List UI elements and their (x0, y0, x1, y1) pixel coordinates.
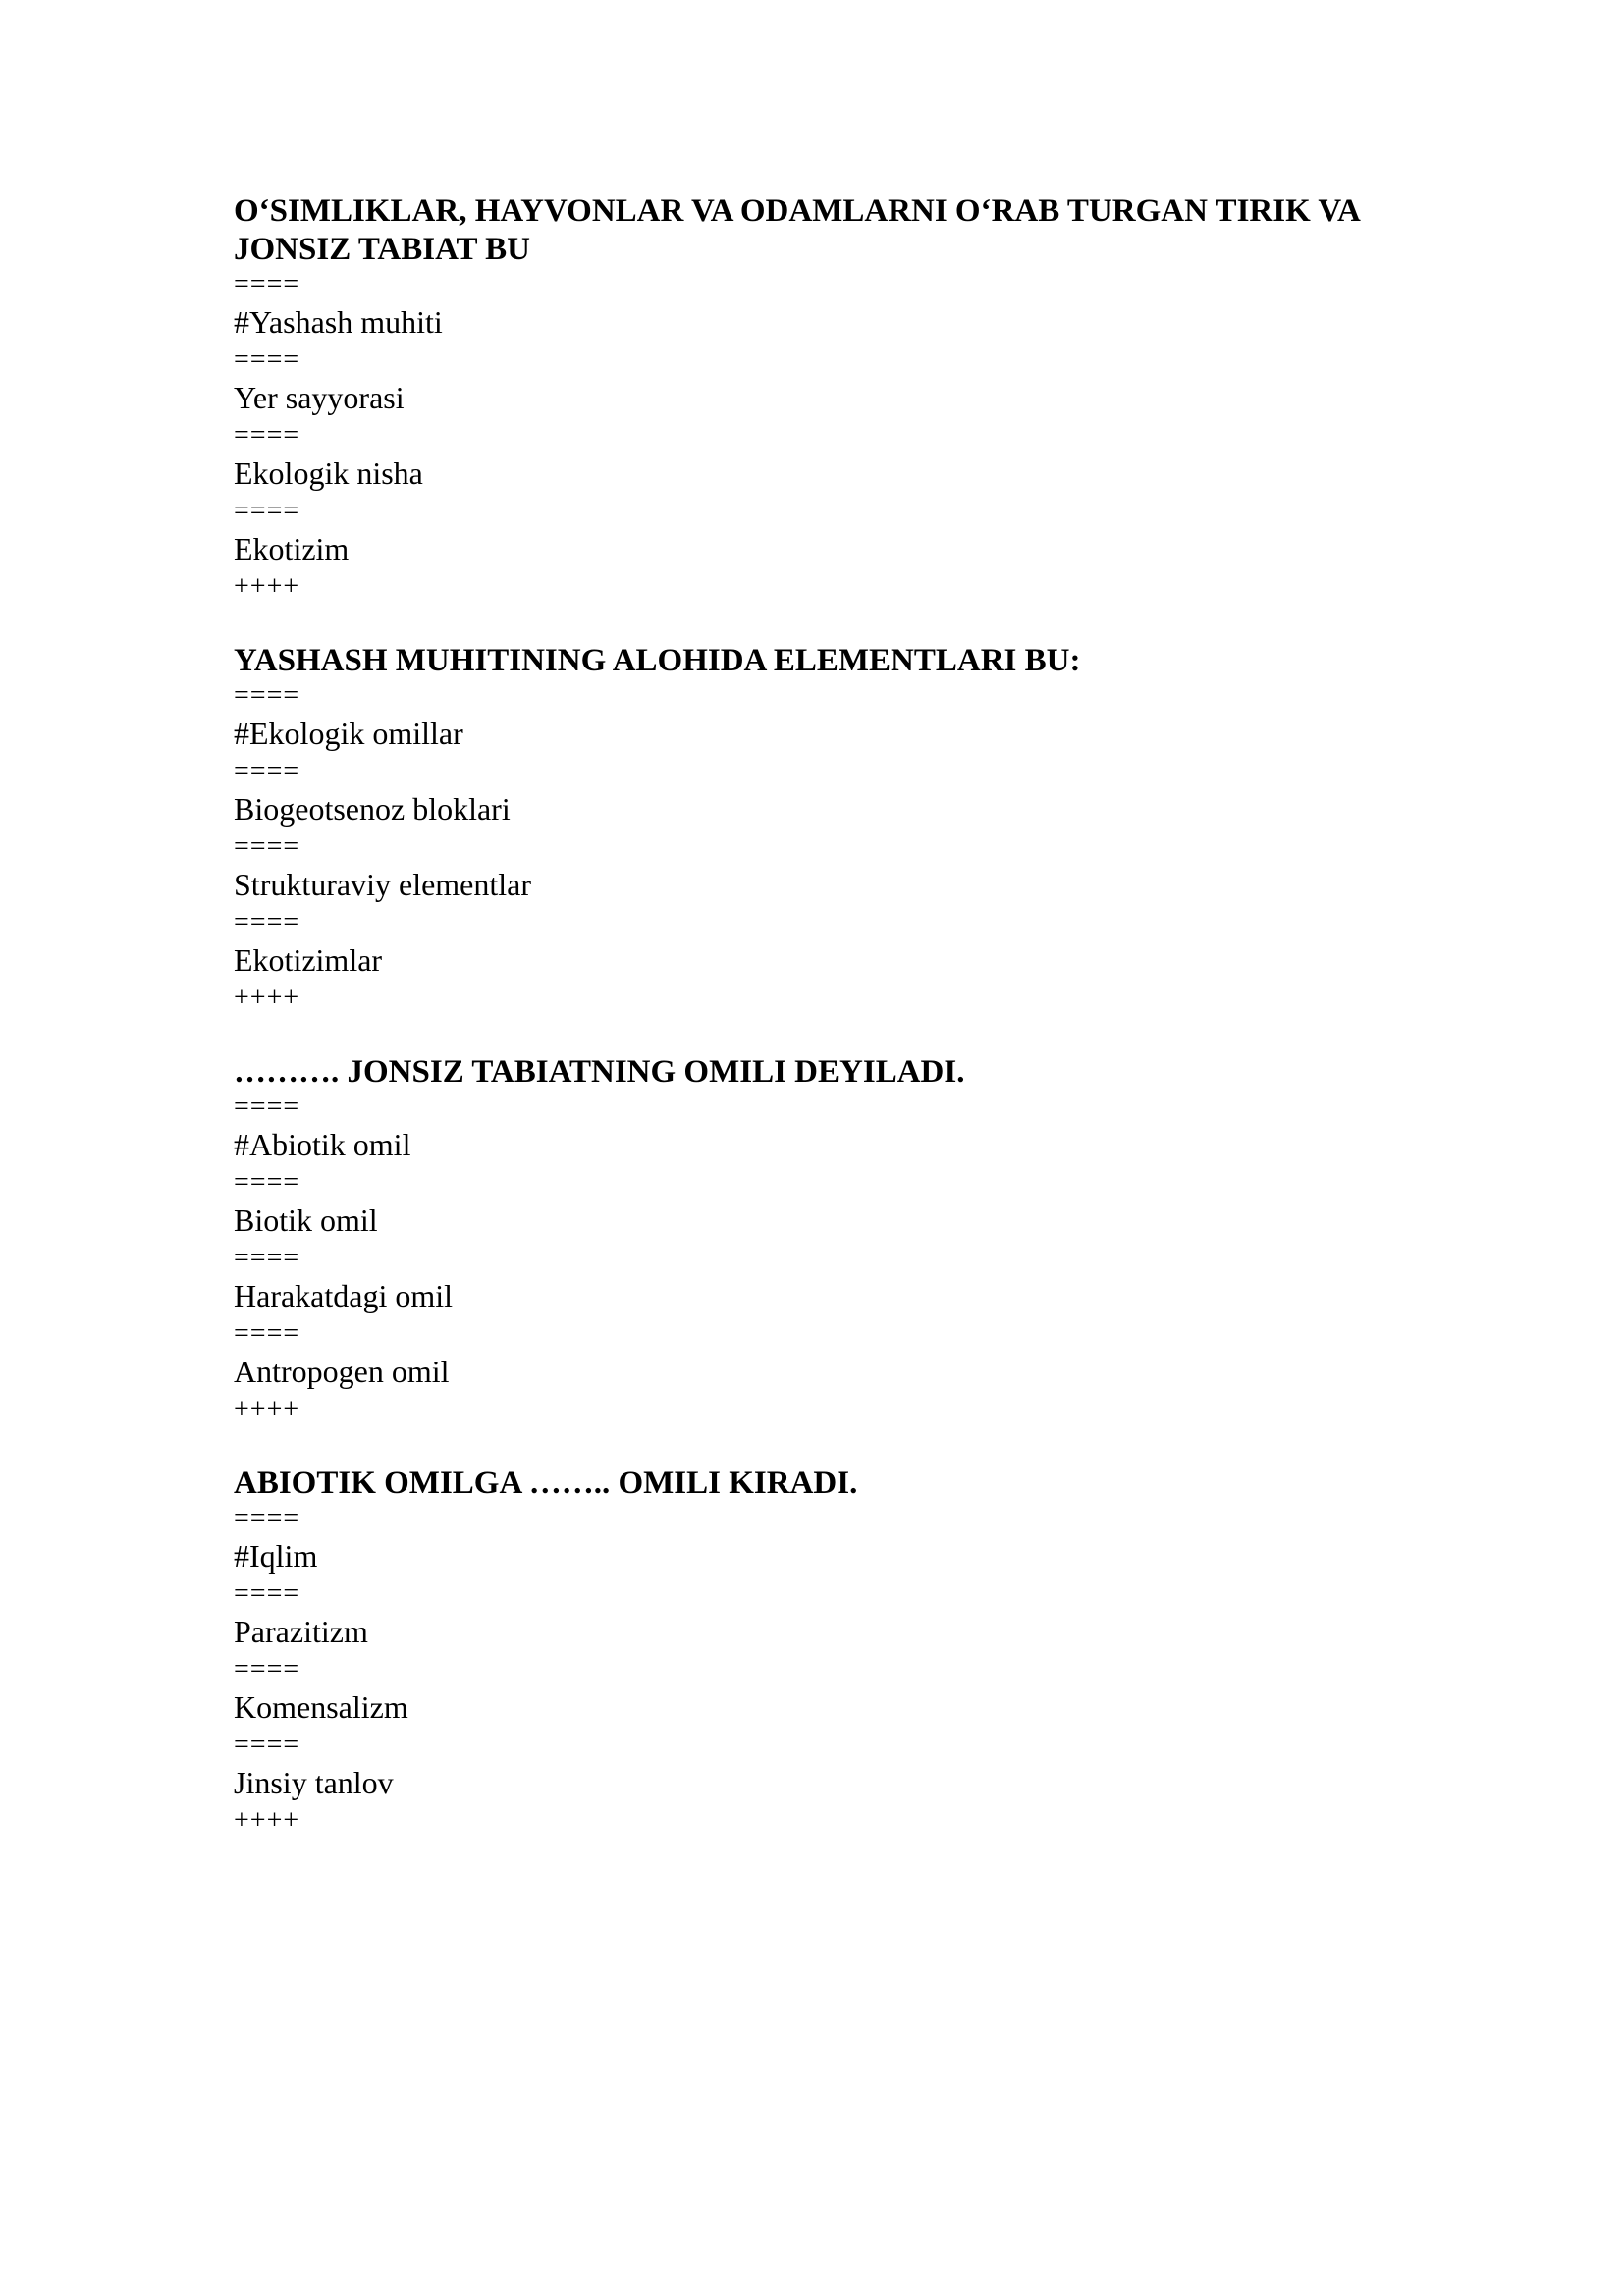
separator: ==== (234, 1503, 300, 1533)
question-title: YASHASH MUHITINING ALOHIDA ELEMENTLARI BU: (234, 643, 1081, 678)
answer-option: Harakatdagi omil (234, 1278, 454, 1313)
separator: ==== (234, 756, 300, 786)
separator: ==== (234, 907, 300, 937)
separator: ==== (234, 496, 300, 526)
answer-option: Ekotizim (234, 531, 350, 566)
answer-option: Parazitizm (234, 1614, 368, 1649)
separator: ==== (234, 680, 300, 711)
question-block (234, 1053, 1451, 1427)
separator: ==== (234, 1730, 300, 1760)
question-end-marker: ++++ (234, 1805, 300, 1836)
separator: ==== (234, 1318, 300, 1349)
question-block (234, 1465, 1451, 1839)
answer-option: Yer sayyorasi (234, 380, 405, 415)
question-title: ………. JONSIZ TABIATNING OMILI DEYILADI. (234, 1054, 965, 1090)
answer-option: Antropogen omil (234, 1354, 450, 1389)
separator: ==== (234, 1092, 300, 1122)
question-block (234, 192, 1451, 605)
separator: ==== (234, 1167, 300, 1198)
separator: ==== (234, 420, 300, 451)
question-end-marker: ++++ (234, 571, 300, 602)
answer-option: #Iqlim (234, 1538, 318, 1574)
answer-option: #Yashash muhiti (234, 304, 443, 340)
question-title: O‘SIMLIKLAR, HAYVONLAR VA ODAMLARNI O‘RAB TURGAN TIRIK VA JONSIZ TABIAT BU (234, 193, 1359, 267)
separator: ==== (234, 831, 300, 862)
separator: ==== (234, 345, 300, 375)
answer-option: Ekotizimlar (234, 942, 383, 978)
answer-option: Komensalizm (234, 1689, 408, 1725)
answer-option: #Ekologik omillar (234, 716, 463, 751)
answer-option: Ekologik nisha (234, 455, 423, 491)
question-end-marker: ++++ (234, 983, 300, 1013)
answer-option: #Abiotik omil (234, 1127, 411, 1162)
answer-option: Biotik omil (234, 1202, 378, 1238)
question-block (234, 642, 1451, 1016)
answer-option: Biogeotsenoz bloklari (234, 791, 511, 827)
document-page (234, 192, 1451, 1876)
separator: ==== (234, 269, 300, 299)
separator: ==== (234, 1654, 300, 1684)
separator: ==== (234, 1578, 300, 1609)
answer-option: Jinsiy tanlov (234, 1765, 394, 1800)
answer-option: Strukturaviy elementlar (234, 867, 532, 902)
question-end-marker: ++++ (234, 1394, 300, 1424)
separator: ==== (234, 1243, 300, 1273)
question-title: ABIOTIK OMILGA …….. OMILI KIRADI. (234, 1466, 858, 1501)
